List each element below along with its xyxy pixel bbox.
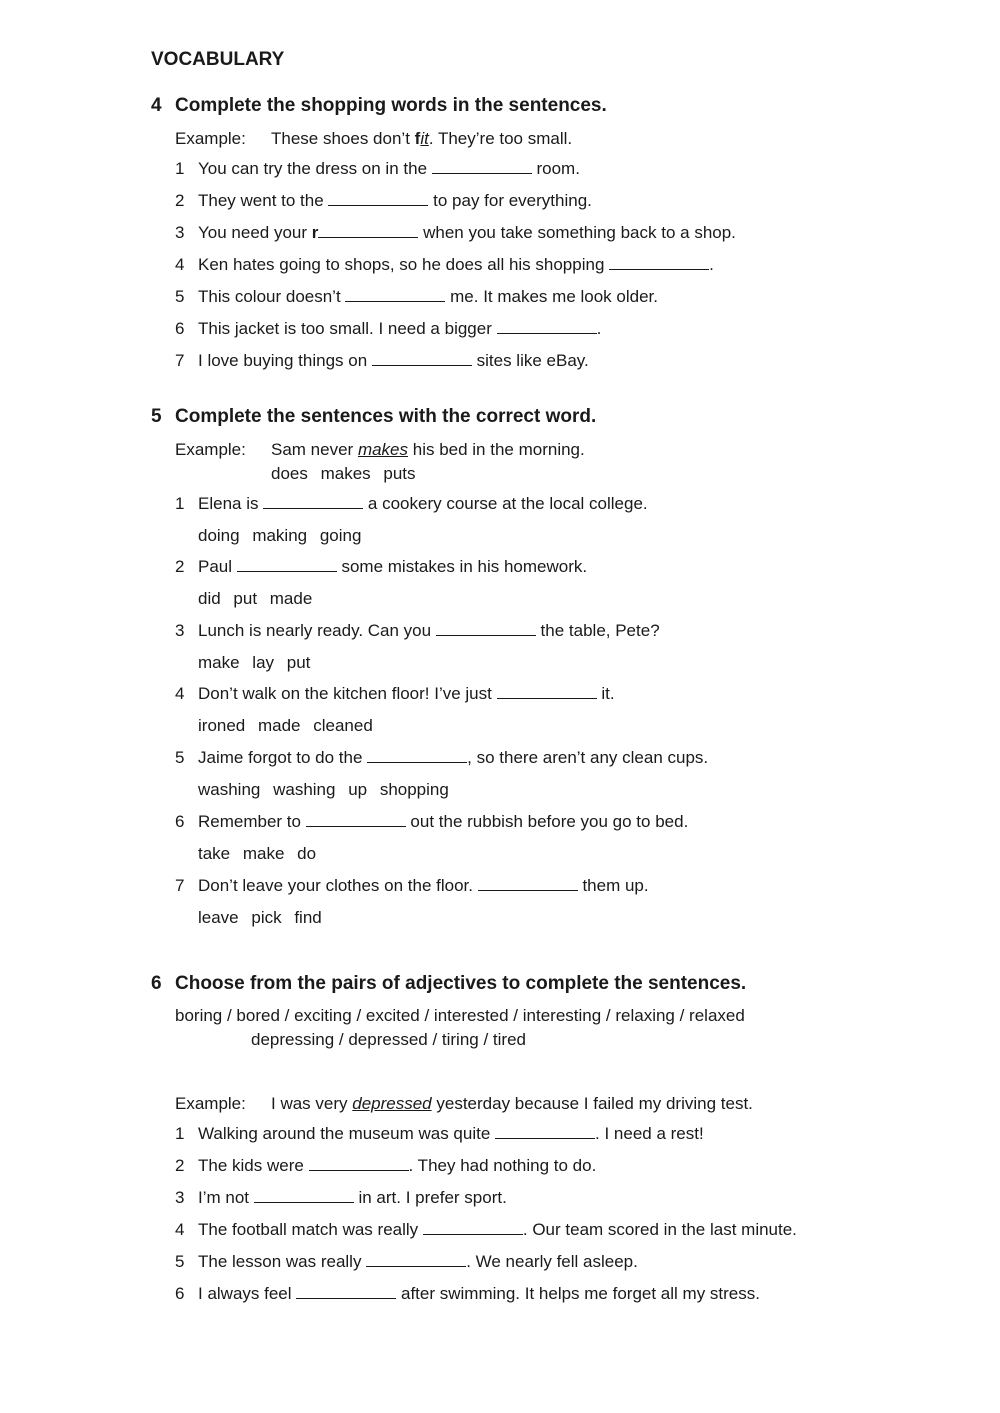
item-number: 7 bbox=[175, 876, 185, 895]
section-4-number: 4 bbox=[151, 95, 162, 116]
item-number: 6 bbox=[175, 1284, 185, 1303]
word-options: make lay put bbox=[198, 653, 311, 672]
page-title: VOCABULARY bbox=[151, 49, 285, 70]
item-number: 5 bbox=[175, 287, 185, 306]
sentence: The football match was really . Our team scored in the last minute. bbox=[198, 1220, 797, 1239]
sentence: Walking around the museum was quite . I need a rest! bbox=[198, 1124, 704, 1143]
sentence: Jaime forgot to do the , so there aren’t any clean cups. bbox=[198, 748, 709, 767]
answer-blank[interactable] bbox=[372, 351, 472, 366]
hint-letter: r bbox=[311, 223, 319, 242]
answer-blank[interactable] bbox=[497, 684, 597, 699]
answer-blank[interactable] bbox=[318, 223, 418, 238]
example-text: These shoes don’t bbox=[271, 129, 415, 148]
sentence: Paul some mistakes in his homework. bbox=[198, 557, 588, 576]
word-bank-line-1: boring / bored / exciting / excited / interested / interesting / relaxing / relaxed bbox=[175, 1006, 745, 1025]
sentence: The kids were . They had nothing to do. bbox=[198, 1156, 597, 1175]
section-4-heading: Complete the shopping words in the sentences. bbox=[175, 95, 607, 116]
item-number: 3 bbox=[175, 621, 185, 640]
item-number: 6 bbox=[175, 319, 185, 338]
section-5-example: Sam never makes his bed in the morning. bbox=[271, 440, 585, 459]
answer-blank[interactable] bbox=[237, 557, 337, 572]
example-label: Example: bbox=[175, 440, 246, 459]
section-6-example: I was very depressed yesterday because I failed my driving test. bbox=[271, 1094, 753, 1113]
item-number: 2 bbox=[175, 191, 185, 210]
sentence: I love buying things on sites like eBay. bbox=[198, 351, 589, 370]
example-label: Example: bbox=[175, 129, 246, 148]
item-number: 5 bbox=[175, 748, 185, 767]
section-4-example bbox=[271, 129, 572, 149]
answer-blank[interactable] bbox=[366, 1252, 466, 1267]
item-number: 3 bbox=[175, 223, 185, 242]
section-5-number: 5 bbox=[151, 406, 162, 427]
section-5-heading: Complete the sentences with the correct word. bbox=[175, 406, 597, 427]
item-number: 1 bbox=[175, 1124, 185, 1143]
item-number: 5 bbox=[175, 1252, 185, 1271]
section-6-number: 6 bbox=[151, 973, 162, 994]
item-number: 4 bbox=[175, 684, 185, 703]
word-options: ironed made cleaned bbox=[198, 716, 373, 735]
answer-blank[interactable] bbox=[436, 621, 536, 636]
sentence: Remember to out the rubbish before you go to bed. bbox=[198, 812, 689, 831]
sentence: Don’t leave your clothes on the floor. them up. bbox=[198, 876, 649, 895]
sentence: You can try the dress on in the room. bbox=[198, 159, 580, 178]
word-bank-line-2: depressing / depressed / tiring / tired bbox=[251, 1030, 526, 1049]
answer-blank[interactable] bbox=[328, 191, 428, 206]
item-number: 1 bbox=[175, 159, 185, 178]
word-options: leave pick find bbox=[198, 908, 322, 927]
item-number: 7 bbox=[175, 351, 185, 370]
sentence: This jacket is too small. I need a bigger . bbox=[198, 319, 602, 338]
item-number: 2 bbox=[175, 1156, 185, 1175]
example-options: does makes puts bbox=[271, 464, 416, 483]
answer-blank[interactable] bbox=[306, 812, 406, 827]
item-number: 1 bbox=[175, 494, 185, 513]
example-answer: depressed bbox=[352, 1094, 432, 1113]
example-answer: it bbox=[420, 129, 429, 148]
section-6-heading: Choose from the pairs of adjectives to complete the sentences. bbox=[175, 973, 747, 994]
item-number: 4 bbox=[175, 1220, 185, 1239]
answer-blank[interactable] bbox=[423, 1220, 523, 1235]
sentence: The lesson was really . We nearly fell asleep. bbox=[198, 1252, 638, 1271]
answer-blank[interactable] bbox=[478, 876, 578, 891]
answer-blank[interactable] bbox=[367, 748, 467, 763]
answer-blank[interactable] bbox=[345, 287, 445, 302]
item-number: 4 bbox=[175, 255, 185, 274]
example-text: . They’re too small. bbox=[428, 129, 573, 148]
sentence: You need your r when you take something back to a shop. bbox=[198, 223, 736, 242]
item-number: 2 bbox=[175, 557, 185, 576]
sentence: Don’t walk on the kitchen floor! I’ve just it. bbox=[198, 684, 615, 703]
answer-blank[interactable] bbox=[263, 494, 363, 509]
answer-blank[interactable] bbox=[254, 1188, 354, 1203]
word-options: washing washing up shopping bbox=[198, 780, 449, 799]
answer-blank[interactable] bbox=[309, 1156, 409, 1171]
answer-blank[interactable] bbox=[296, 1284, 396, 1299]
answer-blank[interactable] bbox=[497, 319, 597, 334]
word-options: did put made bbox=[198, 589, 313, 608]
item-number: 3 bbox=[175, 1188, 185, 1207]
answer-blank[interactable] bbox=[495, 1124, 595, 1139]
word-options: take make do bbox=[198, 844, 317, 863]
answer-blank[interactable] bbox=[609, 255, 709, 270]
sentence: Elena is a cookery course at the local college. bbox=[198, 494, 648, 513]
sentence: I always feel after swimming. It helps me forget all my stress. bbox=[198, 1284, 760, 1303]
sentence: Ken hates going to shops, so he does all his shopping . bbox=[198, 255, 714, 274]
sentence: They went to the to pay for everything. bbox=[198, 191, 592, 210]
item-number: 6 bbox=[175, 812, 185, 831]
example-answer: makes bbox=[357, 440, 409, 459]
example-hint-letter: f bbox=[414, 129, 421, 148]
sentence: I’m not in art. I prefer sport. bbox=[198, 1188, 507, 1207]
sentence: This colour doesn’t me. It makes me look older. bbox=[198, 287, 658, 306]
answer-blank[interactable] bbox=[432, 159, 532, 174]
word-options: doing making going bbox=[198, 526, 362, 545]
example-label: Example: bbox=[175, 1094, 246, 1113]
sentence: Lunch is nearly ready. Can you the table, Pete? bbox=[198, 621, 660, 640]
